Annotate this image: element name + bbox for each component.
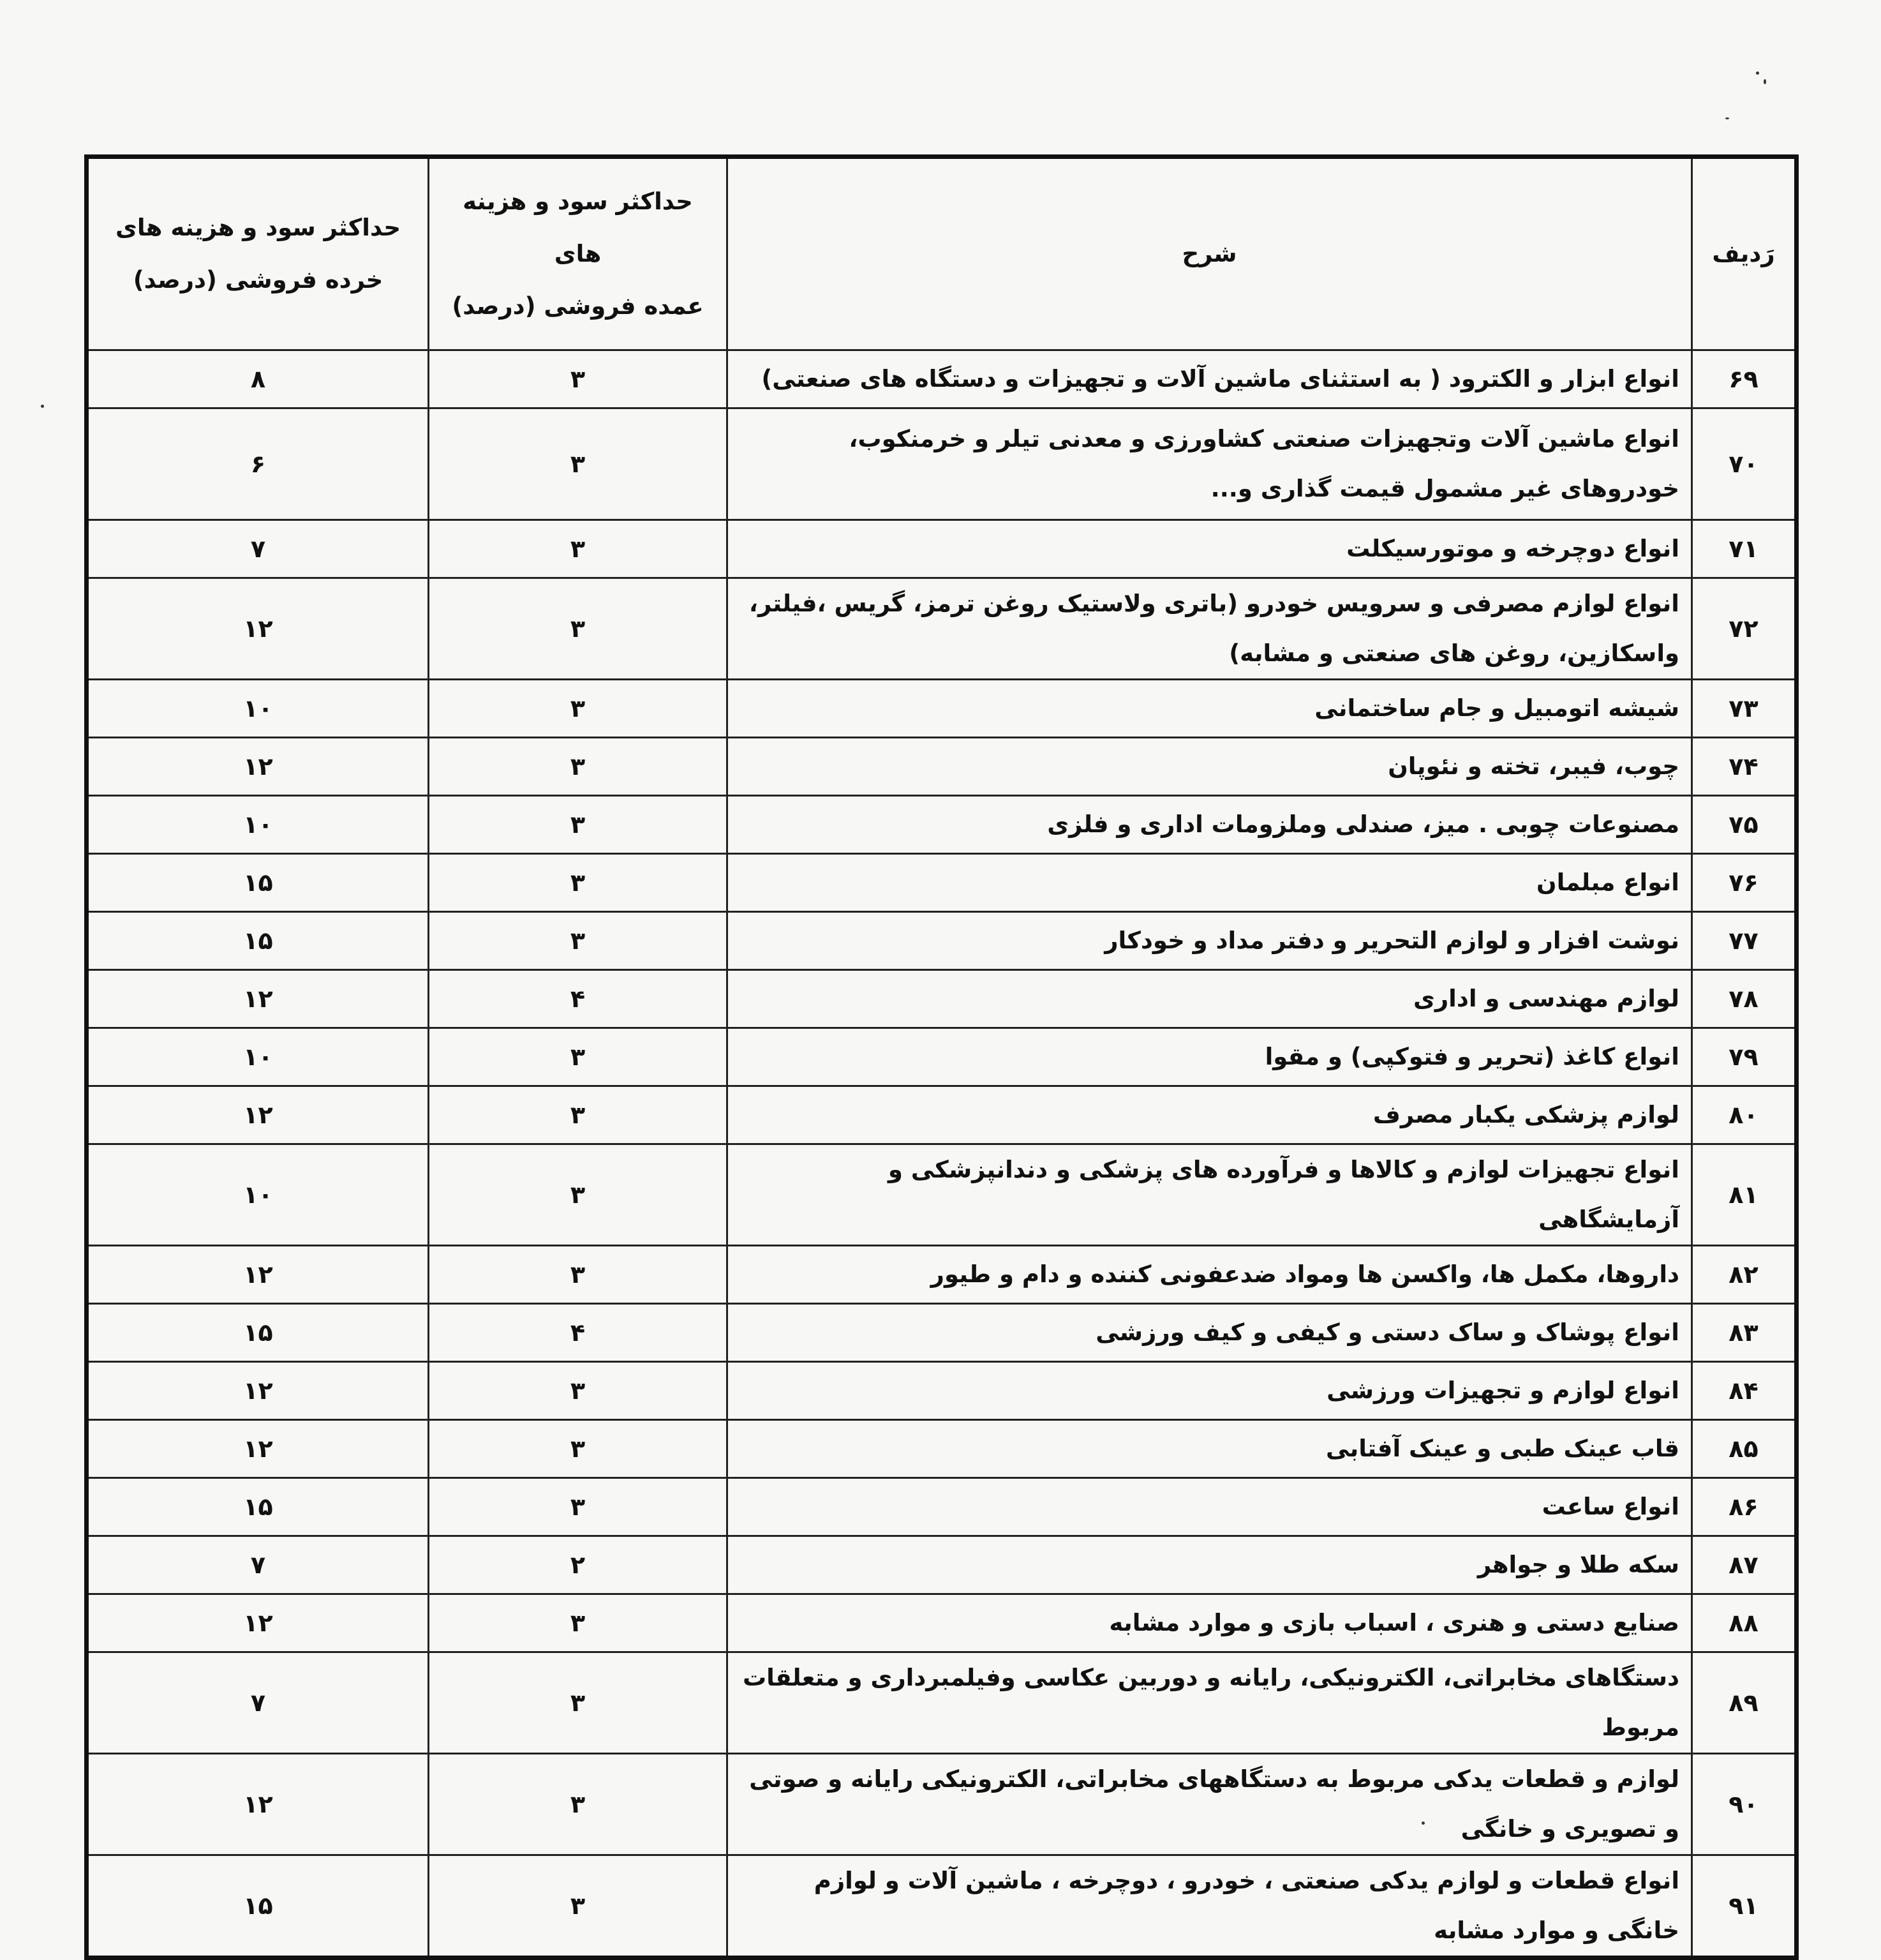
wholesale-margin-cell: ۴ (429, 1304, 727, 1362)
description-cell: انواع لوازم و تجهیزات ورزشی (727, 1362, 1692, 1420)
row-number-cell: ۸۱ (1692, 1144, 1797, 1246)
description-cell: انواع ابزار و الکترود ( به استثنای ماشین آلات و تجهیزات و دستگاه های صنعتی) (727, 350, 1692, 408)
table-row (87, 350, 1797, 408)
profit-margin-table (84, 154, 1799, 1960)
wholesale-margin-cell: ۳ (429, 680, 727, 738)
retail-margin-cell: ۱۲ (87, 970, 429, 1028)
wholesale-margin-cell: ۳ (429, 520, 727, 578)
description-cell: شیشه اتومبیل و جام ساختمانی (727, 680, 1692, 738)
wholesale-margin-cell: ۳ (429, 578, 727, 680)
row-number-cell: ۸۳ (1692, 1304, 1797, 1362)
table-row (87, 1855, 1797, 1958)
retail-margin-cell: ۱۰ (87, 680, 429, 738)
header-wholesale-line1: حداکثر سود و هزینه های (463, 188, 693, 267)
description-cell: قاب عینک طبی و عینک آفتابی (727, 1420, 1692, 1478)
description-cell: انواع کاغذ (تحریر و فتوکپی) و مقوا (727, 1028, 1692, 1086)
retail-margin-cell: ۶ (87, 408, 429, 520)
description-cell: مصنوعات چوبی . میز، صندلی وملزومات اداری و فلزی (727, 796, 1692, 854)
row-number-cell: ۸۵ (1692, 1420, 1797, 1478)
retail-margin-cell: ۱۲ (87, 1754, 429, 1855)
wholesale-margin-cell: ۳ (429, 1420, 727, 1478)
header-row-number: رَدیف (1692, 157, 1797, 350)
table-row (87, 520, 1797, 578)
wholesale-margin-cell: ۳ (429, 1754, 727, 1855)
table-row (87, 1086, 1797, 1144)
table-row (87, 1246, 1797, 1304)
table-row (87, 796, 1797, 854)
retail-margin-cell: ۱۰ (87, 796, 429, 854)
retail-margin-cell: ۱۰ (87, 1144, 429, 1246)
description-cell: دستگاهای مخابراتی، الکترونیکی، رایانه و دوربین عکاسی وفیلمبرداری و متعلقات مربوط (727, 1652, 1692, 1754)
scan-speck (41, 405, 44, 408)
table-row (87, 408, 1797, 520)
retail-margin-cell: ۱۵ (87, 912, 429, 970)
retail-margin-cell: ۱۵ (87, 1855, 429, 1958)
wholesale-margin-cell: ۳ (429, 1478, 727, 1536)
table-row (87, 1478, 1797, 1536)
table-row (87, 1536, 1797, 1594)
description-cell: انواع تجهیزات لوازم و کالاها و فرآورده های پزشکی و دندانپزشکی و آزمایشگاهی (727, 1144, 1692, 1246)
retail-margin-cell: ۱۰ (87, 1028, 429, 1086)
retail-margin-cell: ۱۲ (87, 1420, 429, 1478)
description-cell: انواع ساعت (727, 1478, 1692, 1536)
wholesale-margin-cell: ۳ (429, 408, 727, 520)
row-number-cell: ۷۵ (1692, 796, 1797, 854)
retail-margin-cell: ۱۲ (87, 1246, 429, 1304)
retail-margin-cell: ۷ (87, 1536, 429, 1594)
description-cell: انواع لوازم مصرفی و سرویس خودرو (باتری ولاستیک روغن ترمز، گریس ،فیلتر، واسکازین، روغن های صنعتی و مشابه) (727, 578, 1692, 680)
description-cell: انواع مبلمان (727, 854, 1692, 912)
table-row (87, 1304, 1797, 1362)
wholesale-margin-cell: ۳ (429, 912, 727, 970)
description-cell: انواع ماشین آلات وتجهیزات صنعتی کشاورزی و معدنی تیلر و خرمنکوب، خودروهای غیر مشمول قیمت گذاری و... (727, 408, 1692, 520)
wholesale-margin-cell: ۳ (429, 1246, 727, 1304)
header-description: شرح (727, 157, 1692, 350)
retail-margin-cell: ۷ (87, 1652, 429, 1754)
row-number-cell: ۷۲ (1692, 578, 1797, 680)
wholesale-margin-cell: ۳ (429, 1652, 727, 1754)
wholesale-margin-cell: ۳ (429, 1144, 727, 1246)
description-cell: لوازم پزشکی یکبار مصرف (727, 1086, 1692, 1144)
row-number-cell: ۸۴ (1692, 1362, 1797, 1420)
row-number-cell: ۹۰ (1692, 1754, 1797, 1855)
header-retail-line1: حداکثر سود و هزینه های (115, 214, 401, 241)
wholesale-margin-cell: ۳ (429, 854, 727, 912)
table-row (87, 1362, 1797, 1420)
wholesale-margin-cell: ۳ (429, 1086, 727, 1144)
table-row (87, 578, 1797, 680)
table-header-row (87, 157, 1797, 350)
description-cell: انواع پوشاک و ساک دستی و کیفی و کیف ورزشی (727, 1304, 1692, 1362)
description-cell: لوازم و قطعات یدکی مربوط به دستگاههای مخابراتی، الکترونیکی رایانه و صوتی و تصویری و خانگی (727, 1754, 1692, 1855)
row-number-cell: ۷۹ (1692, 1028, 1797, 1086)
wholesale-margin-cell: ۳ (429, 1362, 727, 1420)
wholesale-margin-cell: ۳ (429, 350, 727, 408)
retail-margin-cell: ۱۲ (87, 738, 429, 796)
retail-margin-cell: ۱۲ (87, 1362, 429, 1420)
row-number-cell: ۸۶ (1692, 1478, 1797, 1536)
retail-margin-cell: ۸ (87, 350, 429, 408)
retail-margin-cell: ۱۲ (87, 1594, 429, 1652)
header-retail-line2: خرده فروشی (درصد) (133, 266, 383, 294)
header-wholesale-line2: عمده فروشی (درصد) (452, 292, 704, 320)
row-number-cell: ۸۹ (1692, 1652, 1797, 1754)
description-cell: چوب، فیبر، تخته و نئوپان (727, 738, 1692, 796)
table-row (87, 680, 1797, 738)
retail-margin-cell: ۱۵ (87, 854, 429, 912)
wholesale-margin-cell: ۳ (429, 1594, 727, 1652)
scan-speck (1756, 71, 1759, 75)
description-cell: انواع قطعات و لوازم یدکی صنعتی ، خودرو ، دوچرخه ، ماشین آلات و لوازم خانگی و موارد مشابه (727, 1855, 1692, 1958)
description-cell: سکه طلا و جواهر (727, 1536, 1692, 1594)
description-cell: انواع دوچرخه و موتورسیکلت (727, 520, 1692, 578)
table-row (87, 912, 1797, 970)
retail-margin-cell: ۱۲ (87, 1086, 429, 1144)
wholesale-margin-cell: ۲ (429, 1536, 727, 1594)
description-cell: لوازم مهندسی و اداری (727, 970, 1692, 1028)
description-cell: داروها، مکمل ها، واکسن ها ومواد ضدعفونی کننده و دام و طیور (727, 1246, 1692, 1304)
row-number-cell: ۸۸ (1692, 1594, 1797, 1652)
row-number-cell: ۷۳ (1692, 680, 1797, 738)
table-row (87, 1028, 1797, 1086)
retail-margin-cell: ۷ (87, 520, 429, 578)
table-row (87, 1144, 1797, 1246)
row-number-cell: ۶۹ (1692, 350, 1797, 408)
wholesale-margin-cell: ۳ (429, 796, 727, 854)
table-row (87, 1420, 1797, 1478)
retail-margin-cell: ۱۵ (87, 1304, 429, 1362)
description-cell: صنایع دستی و هنری ، اسباب بازی و موارد مشابه (727, 1594, 1692, 1652)
table-row (87, 1652, 1797, 1754)
header-retail-margin (87, 157, 429, 350)
row-number-cell: ۷۷ (1692, 912, 1797, 970)
row-number-cell: ۷۶ (1692, 854, 1797, 912)
header-wholesale-margin (429, 157, 727, 350)
row-number-cell: ۹۱ (1692, 1855, 1797, 1958)
wholesale-margin-cell: ۳ (429, 738, 727, 796)
row-number-cell: ۷۰ (1692, 408, 1797, 520)
row-number-cell: ۸۷ (1692, 1536, 1797, 1594)
description-cell: نوشت افزار و لوازم التحریر و دفتر مداد و خودکار (727, 912, 1692, 970)
retail-margin-cell: ۱۵ (87, 1478, 429, 1536)
scan-speck (1764, 79, 1766, 84)
wholesale-margin-cell: ۴ (429, 970, 727, 1028)
row-number-cell: ۷۴ (1692, 738, 1797, 796)
row-number-cell: ۸۰ (1692, 1086, 1797, 1144)
wholesale-margin-cell: ۳ (429, 1855, 727, 1958)
row-number-cell: ۸۲ (1692, 1246, 1797, 1304)
retail-margin-cell: ۱۲ (87, 578, 429, 680)
row-number-cell: ۷۸ (1692, 970, 1797, 1028)
table-row (87, 738, 1797, 796)
table-row (87, 970, 1797, 1028)
table-row (87, 854, 1797, 912)
scan-speck (1725, 117, 1729, 119)
table-row (87, 1754, 1797, 1855)
row-number-cell: ۷۱ (1692, 520, 1797, 578)
table-row (87, 1594, 1797, 1652)
wholesale-margin-cell: ۳ (429, 1028, 727, 1086)
